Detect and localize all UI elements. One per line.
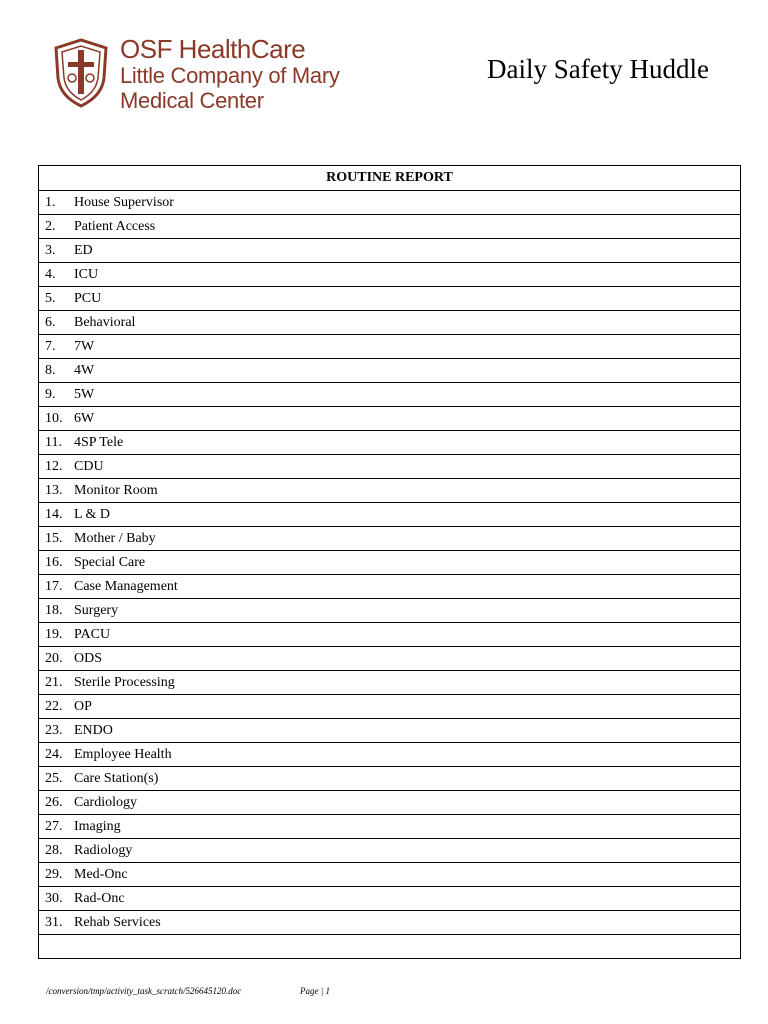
table-row bbox=[39, 695, 741, 719]
item-label: 5W bbox=[74, 386, 95, 402]
item-number: 8. bbox=[45, 362, 56, 378]
table-row-empty bbox=[39, 935, 741, 959]
report-item-cell bbox=[39, 671, 741, 695]
item-number: 30. bbox=[45, 890, 63, 906]
item-number: 7. bbox=[45, 338, 56, 354]
report-item-cell bbox=[39, 359, 741, 383]
empty-cell bbox=[39, 935, 741, 959]
table-row bbox=[39, 551, 741, 575]
item-number: 5. bbox=[45, 290, 56, 306]
report-item-cell bbox=[39, 287, 741, 311]
item-label: ICU bbox=[74, 266, 99, 282]
item-number: 31. bbox=[45, 914, 63, 930]
table-row bbox=[39, 239, 741, 263]
report-item-cell bbox=[39, 455, 741, 479]
logo bbox=[50, 34, 350, 114]
item-label: ODS bbox=[74, 650, 103, 666]
item-label: PACU bbox=[74, 626, 111, 642]
report-item-cell bbox=[39, 791, 741, 815]
item-number: 19. bbox=[45, 626, 63, 642]
report-item-cell bbox=[39, 503, 741, 527]
item-number: 12. bbox=[45, 458, 63, 474]
item-label: Cardiology bbox=[74, 794, 137, 810]
item-label: L & D bbox=[74, 506, 111, 522]
report-item-cell bbox=[39, 239, 741, 263]
item-label: Rad-Onc bbox=[74, 890, 125, 906]
item-label: 4W bbox=[74, 362, 95, 378]
table-row bbox=[39, 815, 741, 839]
item-number: 13. bbox=[45, 482, 63, 498]
table-row bbox=[39, 911, 741, 935]
report-item-cell bbox=[39, 863, 741, 887]
report-item-cell bbox=[39, 383, 741, 407]
table-row bbox=[39, 191, 741, 215]
report-item-cell bbox=[39, 815, 741, 839]
item-label: Surgery bbox=[74, 602, 119, 618]
brand-line-1: Little Company of Mary bbox=[120, 63, 340, 88]
report-item-cell bbox=[39, 623, 741, 647]
item-label: Patient Access bbox=[74, 218, 156, 234]
routine-report-table bbox=[38, 165, 741, 959]
item-number: 16. bbox=[45, 554, 63, 570]
brand-text bbox=[120, 36, 340, 112]
item-label: Imaging bbox=[74, 818, 121, 834]
table-row bbox=[39, 839, 741, 863]
item-number: 2. bbox=[45, 218, 56, 234]
item-number: 23. bbox=[45, 722, 63, 738]
table-row bbox=[39, 575, 741, 599]
brand-line-2: Medical Center bbox=[120, 88, 264, 113]
item-label: OP bbox=[74, 698, 92, 714]
report-item-cell bbox=[39, 311, 741, 335]
report-item-cell bbox=[39, 767, 741, 791]
item-label: Behavioral bbox=[74, 314, 136, 330]
report-item-cell bbox=[39, 887, 741, 911]
table-row bbox=[39, 503, 741, 527]
item-number: 15. bbox=[45, 530, 63, 546]
item-number: 18. bbox=[45, 602, 63, 618]
table-row bbox=[39, 263, 741, 287]
footer-file-path: /conversion/tmp/activity_task_scratch/526645120.doc bbox=[46, 986, 242, 996]
report-item-cell bbox=[39, 407, 741, 431]
item-number: 28. bbox=[45, 842, 63, 858]
item-label: Radiology bbox=[74, 842, 133, 858]
report-item-cell bbox=[39, 647, 741, 671]
table-row bbox=[39, 743, 741, 767]
item-number: 1. bbox=[45, 194, 56, 210]
table-row bbox=[39, 335, 741, 359]
report-item-cell bbox=[39, 191, 741, 215]
table-row bbox=[39, 719, 741, 743]
table-row bbox=[39, 431, 741, 455]
table-row bbox=[39, 527, 741, 551]
table-row bbox=[39, 287, 741, 311]
report-item-cell bbox=[39, 719, 741, 743]
table-row bbox=[39, 791, 741, 815]
report-item-cell bbox=[39, 695, 741, 719]
item-number: 25. bbox=[45, 770, 63, 786]
item-label: CDU bbox=[74, 458, 104, 474]
table-row bbox=[39, 767, 741, 791]
report-item-cell bbox=[39, 263, 741, 287]
table-row bbox=[39, 887, 741, 911]
item-label: Case Management bbox=[74, 578, 178, 594]
report-item-cell bbox=[39, 839, 741, 863]
report-item-cell bbox=[39, 551, 741, 575]
item-label: ED bbox=[74, 242, 93, 258]
item-label: House Supervisor bbox=[74, 194, 174, 210]
item-number: 27. bbox=[45, 818, 63, 834]
item-number: 21. bbox=[45, 674, 63, 690]
table-body bbox=[39, 191, 741, 959]
item-label: Rehab Services bbox=[74, 914, 161, 930]
report-item-cell bbox=[39, 575, 741, 599]
item-number: 9. bbox=[45, 386, 56, 402]
item-label: Care Station(s) bbox=[74, 770, 159, 786]
item-number: 4. bbox=[45, 266, 56, 282]
table-row bbox=[39, 383, 741, 407]
table-row bbox=[39, 599, 741, 623]
table-heading: ROUTINE REPORT bbox=[39, 166, 741, 191]
item-number: 3. bbox=[45, 242, 56, 258]
report-item-cell bbox=[39, 431, 741, 455]
item-label: Mother / Baby bbox=[74, 530, 156, 546]
table-row bbox=[39, 647, 741, 671]
page-title: Daily Safety Huddle bbox=[487, 54, 709, 84]
crest-logo-icon bbox=[50, 34, 112, 110]
table-row bbox=[39, 455, 741, 479]
report-item-cell bbox=[39, 911, 741, 935]
table-row bbox=[39, 623, 741, 647]
item-label: Sterile Processing bbox=[74, 674, 175, 690]
report-item-cell bbox=[39, 599, 741, 623]
item-number: 10. bbox=[45, 410, 63, 426]
item-label: PCU bbox=[74, 290, 102, 306]
footer-page-number: Page | 1 bbox=[300, 986, 330, 996]
item-label: 6W bbox=[74, 410, 95, 426]
item-number: 24. bbox=[45, 746, 63, 762]
report-item-cell bbox=[39, 215, 741, 239]
report-item-cell bbox=[39, 479, 741, 503]
table-row bbox=[39, 479, 741, 503]
item-number: 29. bbox=[45, 866, 63, 882]
table-row bbox=[39, 311, 741, 335]
item-number: 6. bbox=[45, 314, 56, 330]
table-row bbox=[39, 671, 741, 695]
item-number: 11. bbox=[45, 434, 62, 450]
item-number: 26. bbox=[45, 794, 63, 810]
item-number: 17. bbox=[45, 578, 63, 594]
report-item-cell bbox=[39, 335, 741, 359]
item-label: 4SP Tele bbox=[74, 434, 124, 450]
item-number: 20. bbox=[45, 650, 63, 666]
brand-name: OSF HealthCare bbox=[120, 34, 306, 64]
item-label: Employee Health bbox=[74, 746, 172, 762]
report-item-cell bbox=[39, 527, 741, 551]
table-row bbox=[39, 215, 741, 239]
table-row bbox=[39, 863, 741, 887]
table-header-row bbox=[39, 166, 741, 191]
item-label: 7W bbox=[74, 338, 95, 354]
item-label: Monitor Room bbox=[74, 482, 158, 498]
item-label: ENDO bbox=[74, 722, 113, 738]
item-number: 22. bbox=[45, 698, 63, 714]
table-row bbox=[39, 407, 741, 431]
item-label: Special Care bbox=[74, 554, 146, 570]
table-row bbox=[39, 359, 741, 383]
item-number: 14. bbox=[45, 506, 63, 522]
report-item-cell bbox=[39, 743, 741, 767]
item-label: Med-Onc bbox=[74, 866, 128, 882]
